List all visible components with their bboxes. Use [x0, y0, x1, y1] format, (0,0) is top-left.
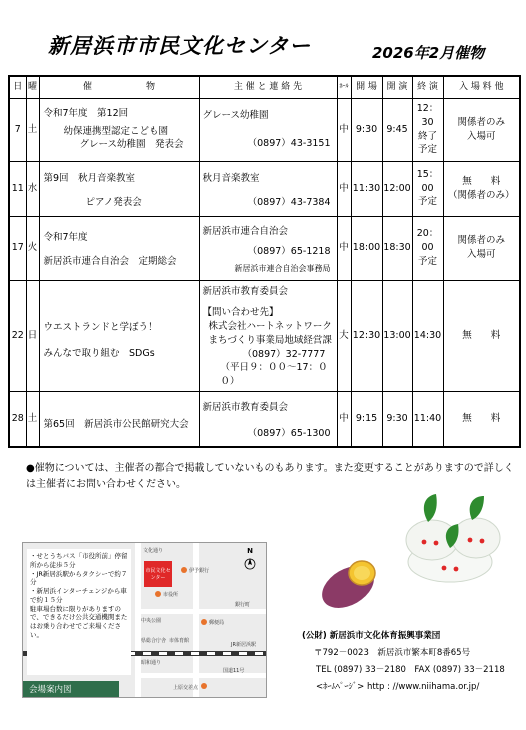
- row-fee: [443, 280, 520, 391]
- row-event: [39, 98, 199, 161]
- event-line: ウエストランドと学ぼう！: [43, 321, 158, 333]
- venue-map: [22, 542, 267, 698]
- row-end: [412, 391, 443, 447]
- organizer-tel: （0897）65-1300: [247, 428, 331, 440]
- row-organizer: [199, 98, 337, 161]
- map-label: 会場案内図: [23, 681, 119, 697]
- row-day: 11: [9, 161, 26, 216]
- event-line: 令和7年度 第12回: [43, 107, 129, 119]
- header-weekday: 曜: [26, 76, 39, 98]
- row-day: 17: [9, 216, 26, 280]
- header-end: 終 演: [412, 76, 443, 98]
- row-event: [39, 280, 199, 391]
- header-organizer: 主 催 と 連 絡 先: [199, 76, 337, 98]
- row-event: [39, 391, 199, 447]
- sweet-potato-icon: [316, 555, 384, 615]
- row-organizer: [199, 161, 337, 216]
- end-line: 終了: [417, 130, 437, 142]
- fee-line: 無 料: [462, 413, 501, 425]
- row-hall: 中: [337, 98, 351, 161]
- organizer-office: 新居浜市連合自治会事務局: [234, 263, 331, 273]
- place-dot: [155, 591, 161, 597]
- organizer-tel: （0897）43-3151: [247, 137, 331, 149]
- row-end: [412, 280, 443, 391]
- row-hall: 大: [337, 280, 351, 391]
- end-line: 14:30: [413, 329, 442, 341]
- footer-tel: TEL (0897) 33－2180 FAX (0897) 33－2118: [316, 665, 505, 675]
- page-title: 新居浜市市民文化センター: [48, 34, 312, 58]
- organizer-name: グレース幼稚園: [202, 109, 269, 121]
- event-line: 令和7年度: [43, 232, 88, 244]
- row-day: 7: [9, 98, 26, 161]
- row-hall: 中: [337, 391, 351, 447]
- access-line: 駐車場台数に限りがありますので、できるだけ公共交通機関またはお乗り合わせでご来場ください。: [30, 604, 128, 639]
- row-open: 18:00: [351, 216, 382, 280]
- organizer-name: 新居浜市連合自治会: [202, 226, 289, 238]
- end-line: 12：30: [416, 102, 439, 128]
- access-info: [27, 549, 131, 675]
- event-schedule-table: [8, 75, 521, 448]
- row-event: [39, 216, 199, 280]
- access-line: ・新居浜インターチェンジから車で約１５分: [30, 587, 127, 604]
- map-place: 上原交差点: [173, 685, 199, 691]
- row-weekday: 土: [26, 391, 39, 447]
- event-line: グレース幼稚園 発表会: [79, 139, 184, 151]
- header-start: 開 演: [382, 76, 412, 98]
- compass-icon: [242, 547, 258, 567]
- row-weekday: 水: [26, 161, 39, 216]
- map-place: JR新居浜駅: [231, 642, 256, 648]
- footer-homepage: <ﾎｰﾑﾍﾟｰｼﾞ> http : //www.niihama.or.jp/: [316, 682, 480, 692]
- row-open: 12:30: [351, 280, 382, 391]
- end-line: 15：00: [416, 168, 439, 194]
- row-organizer: [199, 391, 337, 447]
- fee-line: 無 料: [462, 175, 501, 187]
- fee-line: 入場可: [466, 130, 496, 142]
- row-fee: [443, 216, 520, 280]
- row-start: 9:45: [382, 98, 412, 161]
- map-place: 郵便局: [209, 620, 225, 626]
- end-line: 予定: [417, 255, 437, 267]
- notice-text: ●催物については、主催者の都合で掲載していないものもあります。また変更することがありますので詳しくは主催者にお問い合わせください。: [26, 463, 514, 490]
- map-place: 銀行町: [235, 602, 251, 608]
- month-label: 2026年2月催物: [372, 44, 485, 62]
- fee-line: 入場可: [466, 249, 496, 260]
- end-line: 予定: [417, 144, 437, 156]
- header-open: 開 場: [351, 76, 382, 98]
- map-place: 文化通り: [143, 548, 164, 554]
- row-open: 11:30: [351, 161, 382, 216]
- end-line: 20：00: [416, 228, 439, 254]
- event-line: 第9回 秋月音楽教室: [43, 172, 136, 184]
- end-line: 予定: [417, 196, 437, 208]
- table-row: [9, 280, 520, 391]
- fee-line: （関係者のみ）: [447, 189, 515, 201]
- row-start: 13:00: [382, 280, 412, 391]
- map-place: 市体育館: [169, 638, 190, 644]
- access-line: ・せとうちバス「市役所前」停留所から徒歩５分: [30, 552, 128, 569]
- row-hall: 中: [337, 161, 351, 216]
- place-dot: [201, 619, 207, 625]
- fee-line: 無 料: [462, 329, 501, 341]
- end-line: 11:40: [413, 413, 442, 425]
- table-header-row: [9, 76, 520, 98]
- organizer-tel: （0897）43-7384: [247, 196, 331, 208]
- row-end: [412, 98, 443, 161]
- map-place: 市役所: [163, 592, 179, 598]
- event-line: 幼保連携型認定こども園: [63, 125, 169, 137]
- row-end: [412, 161, 443, 216]
- footer-org: (公財) 新居浜市文化体育振興事業団: [302, 631, 441, 641]
- fee-line: 関係者のみ: [457, 116, 505, 128]
- row-event: [39, 161, 199, 216]
- event-line: 第65回 新居浜市公民館研究大会: [43, 419, 189, 431]
- map-place: 昭和通り: [141, 660, 162, 666]
- row-weekday: 土: [26, 98, 39, 161]
- header-event: 催 物: [39, 76, 199, 98]
- row-organizer: [199, 216, 337, 280]
- event-line: 新居浜市連合自治会 定期総会: [43, 256, 177, 267]
- row-weekday: 日: [26, 280, 39, 391]
- row-start: 18:30: [382, 216, 412, 280]
- row-fee: [443, 98, 520, 161]
- header-hall: ﾎｰﾙ: [337, 76, 351, 98]
- map-place: 中央公園: [141, 618, 162, 624]
- place-dot: [181, 567, 187, 573]
- venue-marker: 市民文化センター: [144, 561, 172, 587]
- header-fee: 入 場 料 他: [443, 76, 520, 98]
- inquiry-line: （0897）32-7777: [242, 348, 326, 360]
- map-place: 伊予銀行: [189, 568, 210, 574]
- footer-address: 〒792－0023 新居浜市繁本町8番65号: [314, 648, 471, 658]
- header-day: 日: [9, 76, 26, 98]
- table-row: [9, 391, 520, 447]
- row-open: 9:30: [351, 98, 382, 161]
- row-hall: 中: [337, 216, 351, 280]
- access-line: ・JR新居浜駅からタクシーで約７分: [30, 569, 128, 587]
- table-row: [9, 98, 520, 161]
- table-row: [9, 161, 520, 216]
- row-organizer: [199, 280, 337, 391]
- table-row: [9, 216, 520, 280]
- row-day: 22: [9, 280, 26, 391]
- event-line: ピアノ発表会: [85, 196, 142, 208]
- organizer-name: 新居浜市教育委員会: [202, 402, 289, 414]
- footer-info: [302, 628, 505, 696]
- row-fee: [443, 391, 520, 447]
- row-day: 28: [9, 391, 26, 447]
- map-place: 国道11号: [223, 668, 245, 674]
- compass-north-label: N: [247, 547, 253, 555]
- row-weekday: 火: [26, 216, 39, 280]
- inquiry-line: （平日９：００～17：００）: [220, 362, 328, 388]
- map-place: 県総合庁舎: [141, 638, 167, 644]
- inquiry-line: まちづくり事業局地域経営課: [208, 334, 332, 346]
- organizer-tel: （0897）65-1218: [247, 246, 331, 258]
- daifuku-icon: [398, 492, 510, 588]
- place-dot: [201, 683, 207, 689]
- inquiry-line: 【問い合わせ先】: [202, 307, 279, 319]
- inquiry-line: 株式会社ハートネットワーク: [208, 321, 332, 333]
- organizer-name: 秋月音楽教室: [202, 172, 260, 184]
- row-open: 9:15: [351, 391, 382, 447]
- organizer-name: 新居浜市教育委員会: [202, 285, 289, 297]
- row-fee: [443, 161, 520, 216]
- row-start: 9:30: [382, 391, 412, 447]
- fee-line: 関係者のみ: [457, 235, 505, 247]
- row-start: 12:00: [382, 161, 412, 216]
- event-line: みんなで取り組む SDGs: [43, 347, 155, 359]
- row-end: [412, 216, 443, 280]
